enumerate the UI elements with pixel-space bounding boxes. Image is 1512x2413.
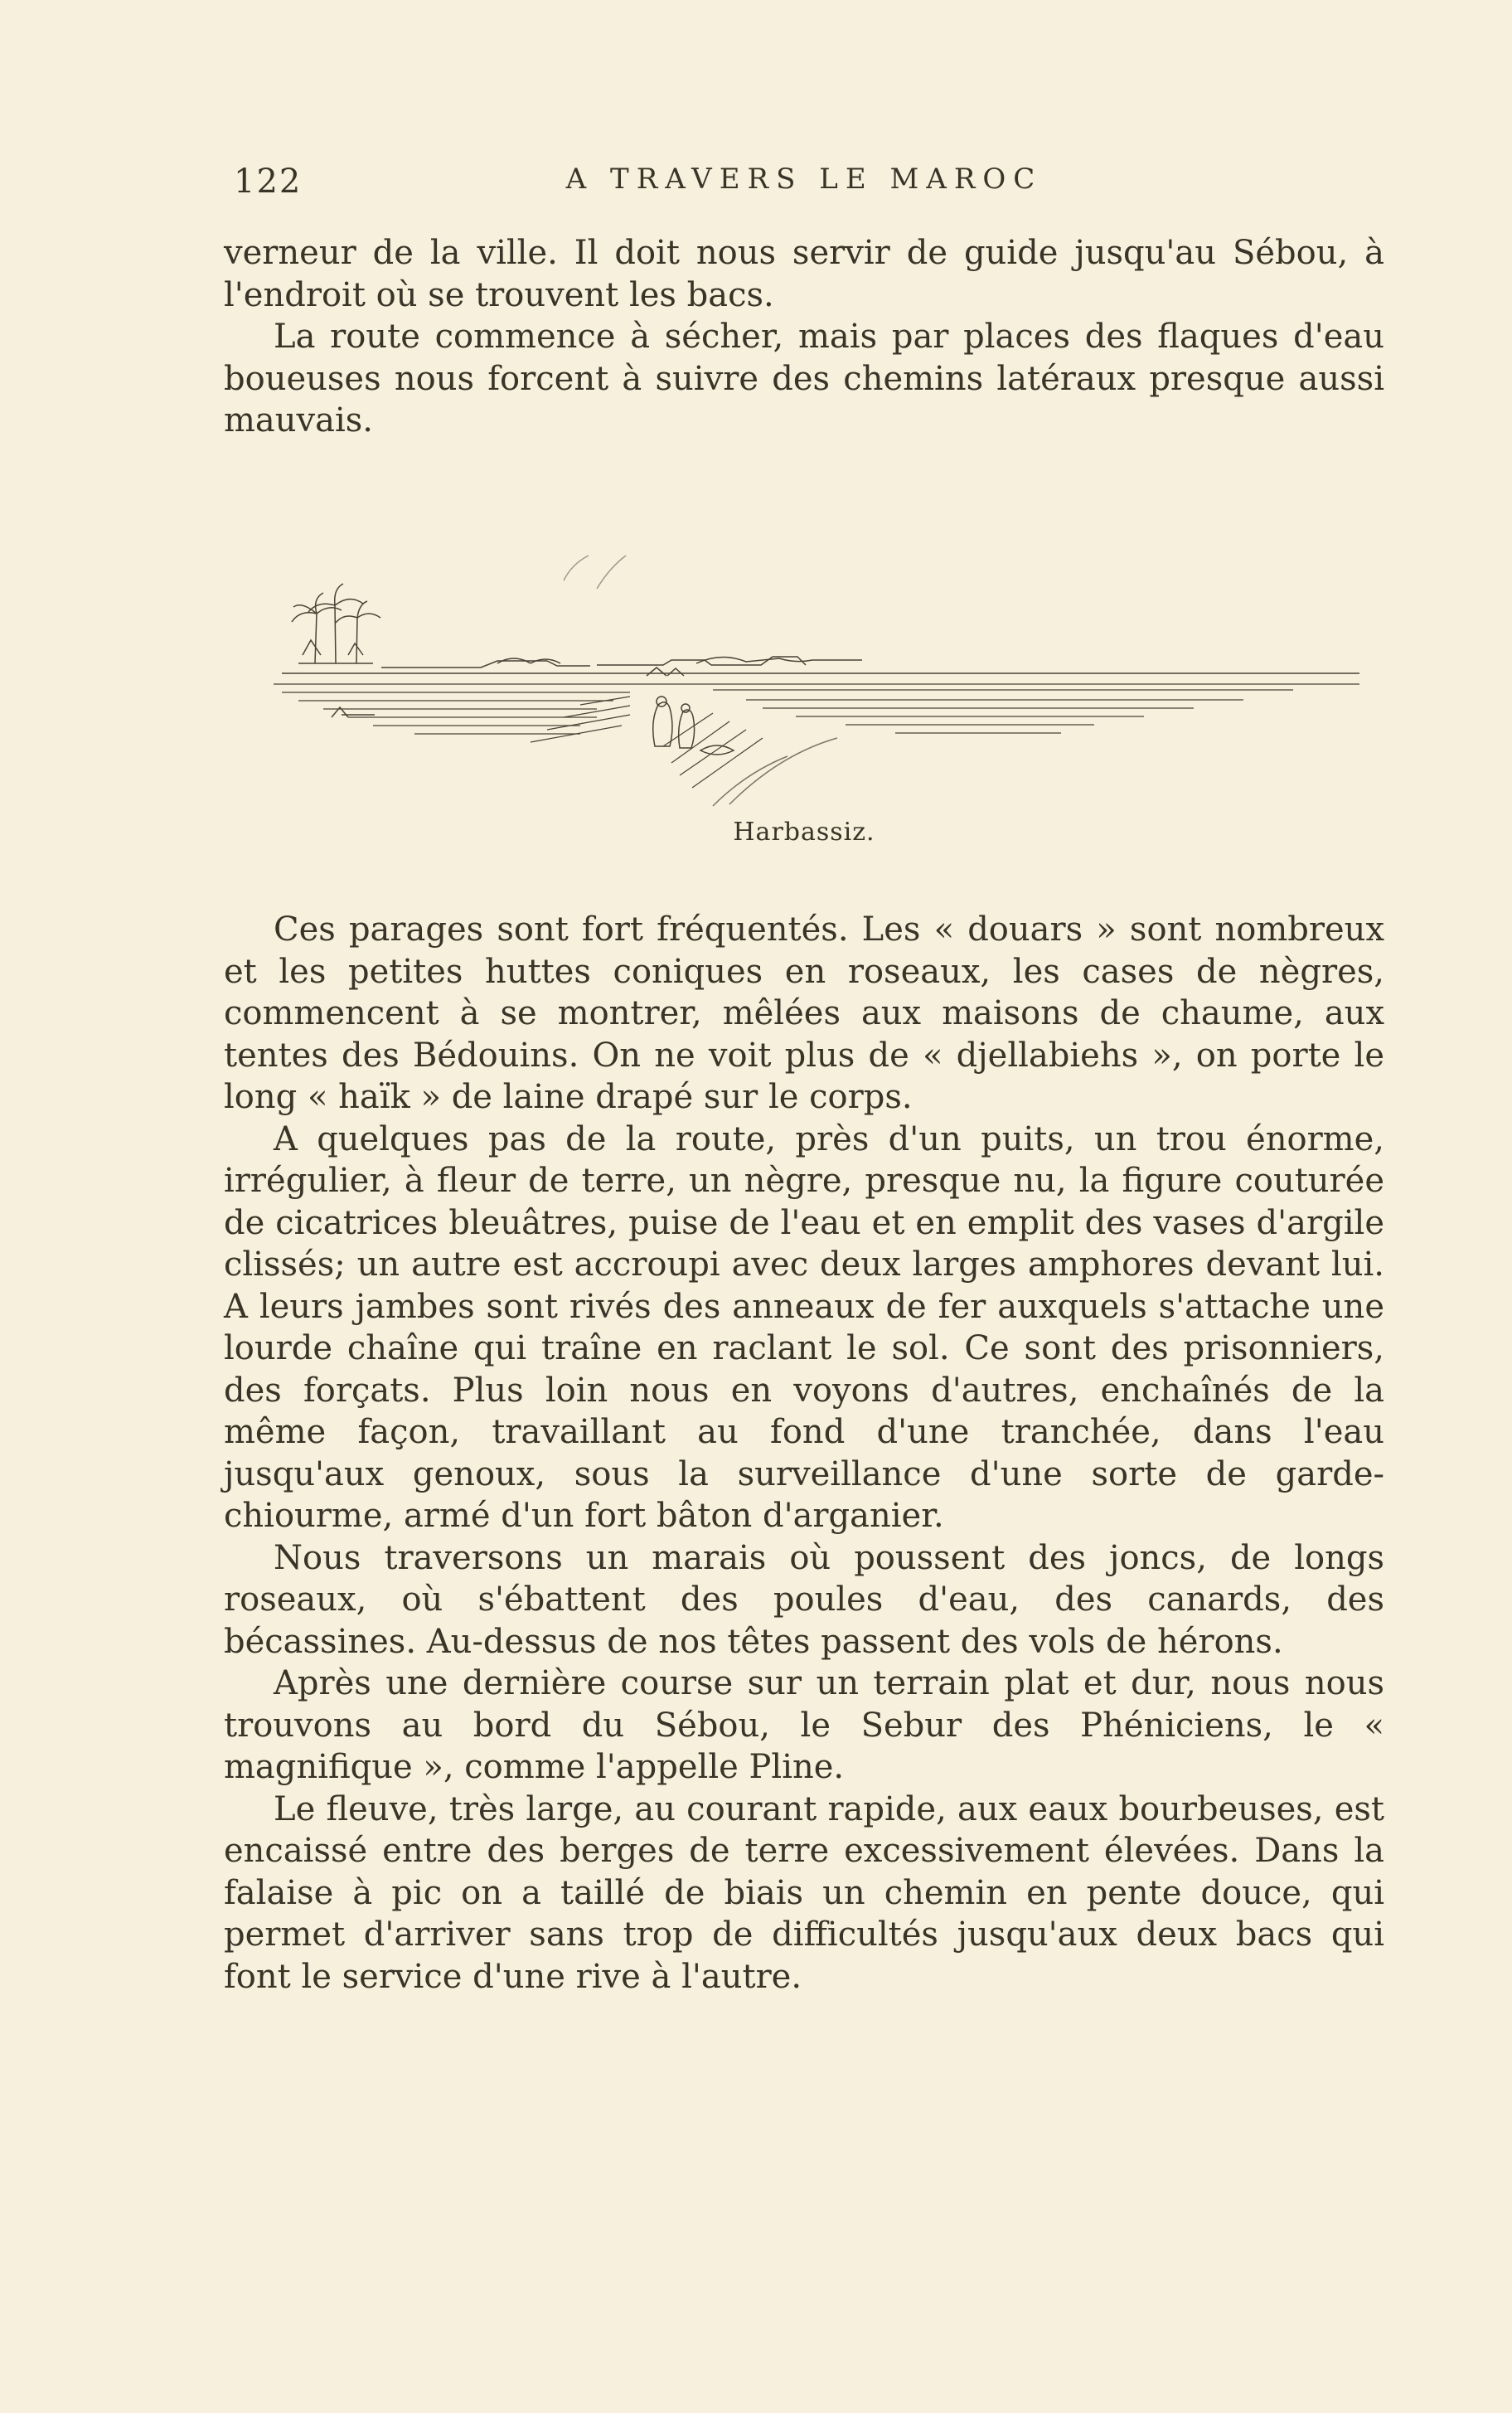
palm-trees [292, 584, 380, 663]
paragraph: Le fleuve, très large, au courant rapide, aux eaux bourbeuses, est encaissé entre des berges de terre excessivement élevées. Dans la falaise à pic on a taillé de biais un chemin en pente douce, qui permet d'arriver sans trop de difficultés jusqu'aux deux bacs qui font le service d'une rive à l'autre. [224, 1789, 1384, 1996]
paragraph: A quelques pas de la route, près d'un puits, un trou énorme, irrégulier, à fleur de terre, un nègre, presque nu, la figure couturée de cicatrices bleuâtres, puise de l'eau et en emplit des vases d'argile clissés; un autre est accroupi avec deux larges amphores devant lui. A leurs jambes sont rivés des anneaux de fer auxquels s'attache une lourde chaîne qui traîne en raclant le sol. Ce sont des prisonniers, des forçats. Plus loin nous en voyons d'autres, enchaînés de la même façon, travaillant au fond d'une tranchée, dans l'eau jusqu'aux genoux, sous la surveillance d'une sorte de garde-chiourme, armé d'un fort bâton d'arganier. [224, 1119, 1384, 1535]
harbassiz-engraving [249, 531, 1376, 813]
paragraph: Nous traversons un marais où poussent des joncs, de longs roseaux, où s'ébattent des poules d'eau, des canards, des bécassines. Au-dessus de nos têtes passent des vols de hérons. [224, 1538, 1384, 1661]
paragraph: Après une dernière course sur un terrain plat et dur, nous nous trouvons au bord du Sébou, le Sebur des Phéniciens, le « magnifique », comme l'appelle Pline. [224, 1664, 1384, 1786]
text-block-bottom [224, 909, 1384, 1998]
paragraph: Ces parages sont fort fréquentés. Les « douars » sont nombreux et les petites huttes coniques en roseaux, les cases de nègres, commencent à se montrer, mêlées aux maisons de chaume, aux tentes des Bédouins. On ne voit plus de « djellabiehs », on porte le long « haïk » de laine drapé sur le corps. [224, 910, 1384, 1116]
running-title: A TRAVERS LE MAROC [565, 163, 1043, 196]
paragraph: La route commence à sécher, mais par places des flaques d'eau boueuses nous forcent à suivre des chemins latéraux presque aussi mauvais. [224, 318, 1384, 439]
figure-caption: Harbassiz. [733, 818, 875, 847]
paragraph: verneur de la ville. Il doit nous servir de guide jusqu'au Sébou, à l'endroit où se trouvent les bacs. [224, 234, 1384, 314]
running-head [224, 163, 1384, 204]
horizon [282, 657, 1359, 676]
ground-hatching [274, 684, 1359, 788]
page-number: 122 [234, 163, 303, 201]
text-block-top [224, 232, 1384, 442]
